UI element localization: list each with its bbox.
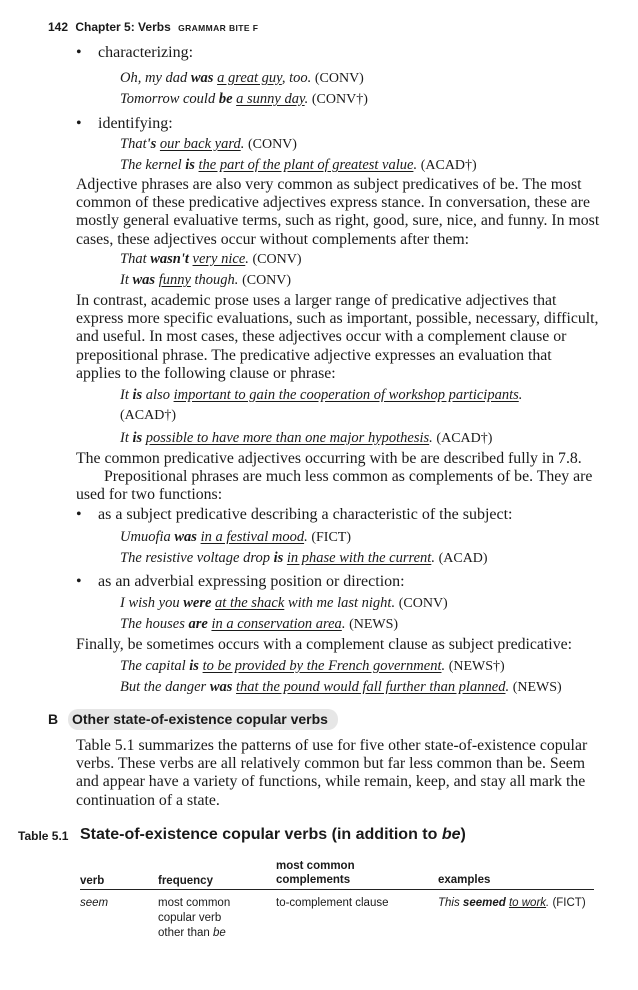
example-line: It is possible to have more than one major hypothesis. (ACAD†) bbox=[120, 430, 493, 446]
example-line: The houses are in a conservation area. (NEWS) bbox=[120, 616, 399, 632]
register-tag: (NEWS) bbox=[349, 617, 399, 632]
bullet-adverbial bbox=[76, 573, 405, 591]
table-cell-example: This seemed to work. (FICT) bbox=[438, 897, 586, 909]
example-line: I wish you were at the shack with me last night. (CONV) bbox=[120, 595, 448, 611]
example-line: Umuofia was in a festival mood. (FICT) bbox=[120, 529, 352, 545]
example-line: It was funny though. (CONV) bbox=[120, 272, 292, 288]
register-tag: (CONV†) bbox=[311, 92, 368, 107]
table-rule bbox=[80, 889, 594, 890]
example-line: But the danger was that the pound would fall further than planned. (NEWS) bbox=[120, 679, 562, 695]
register-tag: (NEWS†) bbox=[448, 659, 505, 674]
grammar-bite-label: GRAMMAR BITE F bbox=[178, 23, 259, 33]
table-header-frequency: frequency bbox=[158, 875, 213, 887]
paragraph-section-b: Table 5.1 summarizes the patterns of use for five other state-of-existence copular verbs. These verbs are all relatively common but far less common than be. Seem and appear have a variety of functions, while remain, keep, and stay all mark the continuation of a state. bbox=[76, 737, 588, 809]
bullet-label: as an adverbial expressing position or direction: bbox=[98, 573, 405, 590]
table-cell-complements: to-complement clause bbox=[276, 897, 389, 909]
bullet-identifying bbox=[76, 115, 173, 133]
paragraph-cross-reference: The common predicative adjectives occurring with be are described fully in 7.8. bbox=[76, 450, 582, 467]
example-line: The kernel is the part of the plant of greatest value. (ACAD†) bbox=[120, 157, 477, 173]
table-header-examples: examples bbox=[438, 874, 491, 886]
bullet-label: as a subject predicative describing a characteristic of the subject: bbox=[98, 506, 513, 523]
register-tag: (ACAD†) bbox=[436, 431, 493, 446]
example-line: That wasn't very nice. (CONV) bbox=[120, 251, 302, 267]
table-title: State-of-existence copular verbs (in addition to be) bbox=[80, 826, 466, 843]
table-cell-verb: seem bbox=[80, 897, 109, 909]
example-line: It is also important to gain the cooperation of workshop participants. bbox=[120, 387, 523, 403]
chapter-title: Chapter 5: Verbs bbox=[75, 20, 171, 34]
section-letter: B bbox=[48, 711, 59, 727]
paragraph-prepositional-phrases: Prepositional phrases are much less common as complements of be. They are used for two functions: bbox=[76, 468, 593, 504]
paragraph-complement-clause: Finally, be sometimes occurs with a complement clause as subject predicative: bbox=[76, 636, 572, 653]
table-header-verb: verb bbox=[80, 875, 105, 887]
register-tag: (CONV) bbox=[247, 137, 297, 152]
register-tag: (ACAD†) bbox=[420, 158, 477, 173]
register-tag: (CONV) bbox=[242, 273, 292, 288]
register-tag: (FICT) bbox=[311, 530, 352, 545]
example-line: Tomorrow could be a sunny day. (CONV†) bbox=[120, 91, 368, 107]
paragraph-adjective-phrases: Adjective phrases are also very common as subject predicatives of be. The most common of these predicative adjectives express stance. In conversation, these are mostly general evaluative terms, such as right, good, sure, nice, and funny. In most cases, these adjectives occur without complements after them: bbox=[76, 176, 600, 248]
bullet-label: identifying: bbox=[98, 115, 173, 132]
example-register-wrap bbox=[120, 407, 176, 424]
example-line: That's our back yard. (CONV) bbox=[120, 136, 297, 152]
bullet-subject-predicative bbox=[76, 506, 512, 524]
page-number: 142 bbox=[48, 20, 69, 34]
register-tag: (FICT) bbox=[552, 897, 586, 909]
register-tag: (NEWS) bbox=[512, 680, 562, 695]
register-tag: (CONV) bbox=[252, 252, 302, 267]
example-line: The capital is to be provided by the French government. (NEWS†) bbox=[120, 658, 505, 674]
example-line: Oh, my dad was a great guy, too. (CONV) bbox=[120, 70, 364, 86]
paragraph-academic-prose: In contrast, academic prose uses a larger range of predicative adjectives that express more specific evaluations, such as important, possible, necessary, difficult, and useful. In most cases, these adjectives occur with a complement clause or prepositional phrase. The predicative adjective expresses an evaluation that applies to the following clause or phrase: bbox=[76, 292, 599, 382]
bullet-characterizing bbox=[76, 44, 193, 62]
example-line: The resistive voltage drop is in phase with the current. (ACAD) bbox=[120, 550, 488, 566]
table-label: Table 5.1 bbox=[18, 829, 69, 843]
section-b-heading bbox=[48, 709, 338, 730]
register-tag: (ACAD) bbox=[438, 551, 488, 566]
table-cell-frequency: most common copular verb other than be bbox=[158, 897, 231, 939]
register-tag: (ACAD†) bbox=[120, 408, 176, 423]
section-title: Other state-of-existence copular verbs bbox=[68, 709, 338, 730]
register-tag: (CONV) bbox=[314, 71, 364, 86]
register-tag: (CONV) bbox=[398, 596, 448, 611]
table-header-complements: most common complements bbox=[276, 860, 355, 886]
running-header bbox=[48, 20, 258, 34]
bullet-label: characterizing: bbox=[98, 44, 194, 61]
